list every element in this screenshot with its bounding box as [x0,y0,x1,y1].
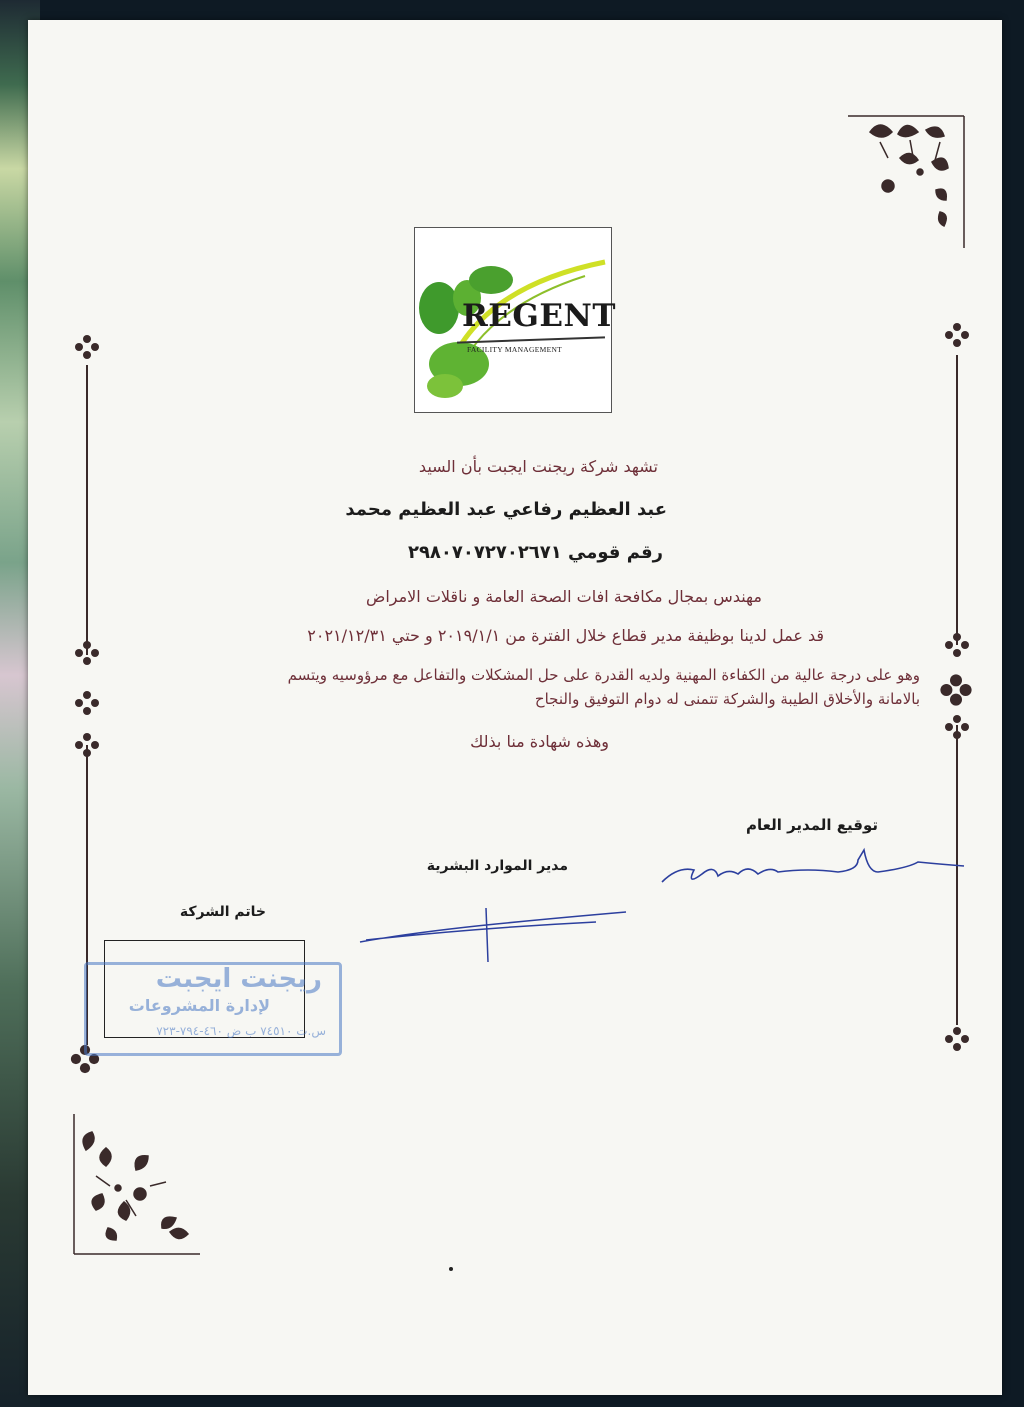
recipient-name: عبد العظيم رفاعي عبد العظيم محمد [345,499,667,520]
profession-text: مهندس بمجال مكافحة افات الصحة العامة و ناقلات الامراض [365,587,762,606]
diamond-ornament-icon [72,688,102,718]
company-stamp-label: خاتم الشركة [179,904,266,920]
logo-tagline: FACILITY MANAGEMENT [467,345,563,354]
general-manager-signature [658,842,978,892]
diamond-ornament-icon [72,730,102,760]
ink-dot [449,1267,453,1271]
diamond-ornament-icon [942,712,972,742]
praise-text-line-2: بالامانة والأخلاق الطيبة والشركة تتمنى له دوام التوفيق والنجاح [534,690,920,708]
general-manager-label: توقيع المدير العام [746,816,878,834]
stamp-line-1: ريجنت ايجبت [155,964,322,994]
diamond-ornament-icon [942,320,972,350]
diamond-ornament-icon [942,630,972,660]
praise-text-line-1: وهو على درجة عالية من الكفاءة المهنية ولديه القدرة على حل المشكلات والتفاعل مع مرؤوسيه ويتسم [287,666,920,684]
intro-text: تشهد شركة ريجنت ايجبت بأن السيد [418,457,658,476]
diamond-ornament-icon [942,1024,972,1054]
company-logo [414,227,616,413]
closing-text: وهذه شهادة منا بذلك [470,732,609,751]
certificate-page [28,20,1002,1395]
stamp-line-3: س.ت ٧٤٥١٠ ب ض ٤٦٠-٧٩٤-٧٢٣ [156,1024,326,1038]
left-border-rule-1 [86,365,88,655]
diamond-ornament-icon [72,332,102,362]
diamond-ornament-icon [938,672,974,708]
corner-ornament-bottom-left [66,1110,206,1260]
hr-manager-signature [356,904,636,964]
national-id: رقم قومي ٢٩٨٠٧٠٧٢٧٠٢٦٧١ [407,542,663,563]
corner-ornament-top-right [840,112,970,252]
employment-text: قد عمل لدينا بوظيفة مدير قطاع خلال الفترة من ٢٠١٩/١/١ و حتي ٢٠٢١/١٢/٣١ [307,626,824,645]
hr-manager-label: مدير الموارد البشرية [426,858,568,874]
logo-brand-text: REGENT [462,298,616,334]
diamond-ornament-icon [72,638,102,668]
right-border-rule-1 [956,355,958,645]
company-stamp [84,962,340,1054]
stamp-line-2: لإدارة المشروعات [128,996,270,1015]
